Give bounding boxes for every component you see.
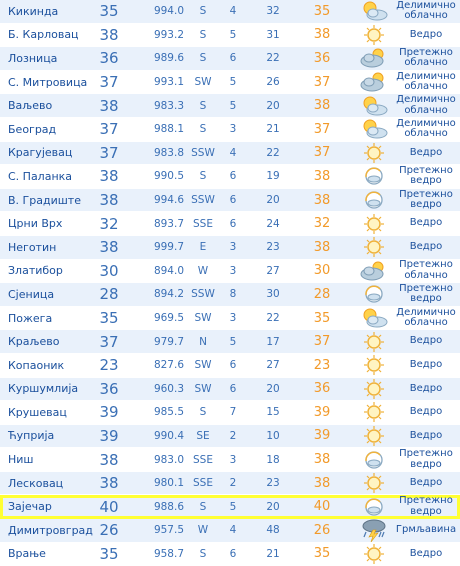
wind-direction: S: [199, 28, 207, 41]
pressure: 960.3: [153, 382, 184, 395]
wind-speed: 4: [229, 524, 237, 537]
wind-speed: 5: [229, 99, 237, 112]
sun-icon: [359, 472, 389, 495]
wind-speed: 2: [229, 429, 237, 442]
humidity: 27: [266, 264, 280, 277]
feels-like: 38: [313, 192, 331, 208]
pressure: 980.1: [153, 477, 184, 490]
humidity: 10: [266, 429, 280, 442]
weather-description: Ведро: [409, 547, 443, 559]
humidity: 20: [266, 382, 280, 395]
sun-cloud-icon: [359, 307, 389, 330]
table-row: [0, 236, 460, 260]
feels-like: 38: [313, 239, 331, 255]
city-link[interactable]: Ћуприја: [8, 429, 55, 443]
wind-direction: W: [197, 524, 209, 537]
sun-cloud-icon: [359, 118, 389, 141]
wind-speed: 8: [229, 288, 237, 301]
pressure: 983.8: [153, 146, 184, 159]
wind-direction: SW: [194, 312, 212, 325]
feels-like: 28: [313, 286, 331, 302]
weather-description: Ведро: [409, 358, 443, 370]
city-link[interactable]: Зајечар: [8, 500, 52, 514]
table-row: [0, 142, 460, 166]
wind-direction: N: [199, 335, 207, 348]
pressure: 993.1: [153, 76, 184, 89]
city-link[interactable]: Београд: [8, 122, 57, 136]
sun-icon: [359, 142, 389, 165]
feels-like: 36: [313, 50, 331, 66]
city-link[interactable]: Крагујевац: [8, 146, 73, 160]
humidity: 26: [266, 76, 280, 89]
wind-speed: 4: [229, 146, 237, 159]
temperature: 39: [99, 403, 119, 422]
temperature: 23: [99, 356, 119, 375]
weather-description: Претежно облачно: [399, 46, 453, 69]
temperature: 38: [99, 167, 119, 186]
wind-direction: SW: [194, 76, 212, 89]
weather-description: Делимично облачно: [396, 70, 456, 93]
feels-like: 37: [313, 121, 331, 137]
humidity: 31: [266, 28, 280, 41]
pressure: 957.5: [153, 524, 184, 537]
wind-speed: 5: [229, 28, 237, 41]
table-row: [0, 71, 460, 95]
sun-icon: [359, 24, 389, 47]
city-link[interactable]: Б. Карловац: [8, 28, 79, 42]
humidity: 18: [266, 453, 280, 466]
weather-description: Грмљавина: [395, 524, 457, 536]
wind-speed: 6: [229, 382, 237, 395]
temperature: 38: [99, 450, 119, 469]
wind-direction: SSW: [191, 288, 215, 301]
table-row: [0, 354, 460, 378]
wind-speed: 6: [229, 547, 237, 560]
weather-description: Претежно ведро: [399, 448, 453, 470]
wind-direction: SSW: [191, 146, 215, 159]
feels-like: 35: [313, 310, 331, 326]
city-link[interactable]: Крушевац: [8, 405, 67, 419]
feels-like: 36: [313, 381, 331, 397]
city-link[interactable]: Димитровград: [8, 523, 93, 537]
pressure: 990.4: [153, 429, 184, 442]
wind-direction: S: [199, 170, 207, 183]
city-link[interactable]: Куршумлија: [8, 382, 79, 396]
temperature: 38: [99, 25, 119, 44]
table-row: [0, 283, 460, 307]
pressure: 989.6: [153, 52, 184, 65]
sun-icon: [359, 543, 389, 566]
humidity: 22: [266, 52, 280, 65]
pressure: 983.0: [153, 453, 184, 466]
humidity: 21: [266, 547, 280, 560]
pressure: 958.7: [153, 547, 184, 560]
feels-like: 38: [313, 475, 331, 491]
weather-description: Ведро: [409, 429, 443, 441]
small-cloud-sun-icon: [359, 189, 389, 212]
pressure: 993.2: [153, 28, 184, 41]
feels-like: 37: [313, 145, 331, 161]
temperature: 38: [99, 96, 119, 115]
small-cloud-sun-icon: [359, 283, 389, 306]
wind-direction: E: [199, 241, 207, 254]
city-link[interactable]: С. Паланка: [8, 169, 73, 183]
temperature: 38: [99, 191, 119, 210]
city-link[interactable]: Црни Врх: [8, 217, 63, 231]
wind-speed: 4: [229, 5, 237, 18]
weather-description: Претежно ведро: [399, 282, 453, 305]
humidity: 32: [266, 5, 280, 18]
table-row: [0, 378, 460, 402]
feels-like: 37: [313, 334, 331, 350]
city-link[interactable]: В. Градиште: [8, 193, 81, 207]
weather-description: Претежно ведро: [399, 188, 453, 211]
weather-description: Ведро: [409, 382, 443, 394]
sun-icon: [359, 378, 389, 401]
humidity: 20: [266, 194, 280, 207]
wind-speed: 6: [229, 170, 237, 183]
wind-speed: 3: [229, 264, 237, 277]
weather-description: Претежно ведро: [399, 164, 453, 187]
city-link[interactable]: Врање: [8, 547, 46, 561]
cloudy-sun-icon: [359, 260, 389, 283]
wind-direction: S: [199, 547, 207, 560]
city-link[interactable]: С. Митровица: [8, 75, 88, 89]
wind-direction: SW: [194, 359, 212, 372]
table-row: [0, 260, 460, 284]
table-row: [0, 118, 460, 142]
wind-direction: S: [199, 5, 207, 18]
feels-like: 38: [313, 168, 331, 184]
temperature: 26: [99, 521, 119, 540]
wind-direction: SW: [194, 382, 212, 395]
pressure: 983.3: [153, 99, 184, 112]
weather-description: Претежно облачно: [399, 259, 453, 281]
temperature: 32: [99, 214, 119, 233]
table-row: [0, 47, 460, 71]
pressure: 893.7: [153, 217, 184, 230]
feels-like: 30: [313, 263, 331, 279]
wind-direction: S: [199, 406, 207, 419]
temperature: 35: [99, 544, 119, 563]
table-row: [0, 307, 460, 331]
weather-description: Делимично облачно: [396, 94, 456, 116]
pressure: 999.7: [153, 241, 184, 254]
humidity: 27: [266, 359, 280, 372]
wind-direction: SSE: [193, 477, 213, 490]
feels-like: 39: [313, 428, 331, 444]
humidity: 23: [266, 477, 280, 490]
pressure: 979.7: [153, 335, 184, 348]
city-link[interactable]: Ниш: [8, 453, 34, 467]
humidity: 30: [266, 288, 280, 301]
table-row: [0, 472, 460, 496]
table-row: [0, 330, 460, 354]
sun-cloud-icon: [359, 94, 389, 117]
humidity: 22: [266, 146, 280, 159]
sun-cloud-icon: [359, 0, 389, 23]
pressure: 969.5: [153, 312, 184, 325]
humidity: 17: [266, 335, 280, 348]
wind-speed: 3: [229, 241, 237, 254]
wind-direction: SSE: [193, 453, 213, 466]
temperature: 35: [99, 309, 119, 328]
weather-description: Делимично облачно: [396, 117, 456, 140]
wind-direction: S: [199, 500, 207, 513]
humidity: 15: [266, 406, 280, 419]
wind-direction: S: [199, 123, 207, 136]
wind-direction: SE: [196, 429, 210, 442]
weather-description: Ведро: [409, 146, 443, 158]
pressure: 988.1: [153, 123, 184, 136]
thunderstorm-icon: [359, 519, 389, 542]
pressure: 827.6: [153, 359, 184, 372]
wind-speed: 5: [229, 335, 237, 348]
table-row: [0, 94, 460, 118]
temperature: 37: [99, 332, 119, 351]
wind-speed: 3: [229, 453, 237, 466]
weather-description: Ведро: [409, 217, 443, 229]
temperature: 36: [99, 49, 119, 68]
humidity: 23: [266, 241, 280, 254]
table-row: [0, 448, 460, 472]
humidity: 20: [266, 99, 280, 112]
humidity: 22: [266, 312, 280, 325]
table-row: [0, 401, 460, 425]
wind-direction: SSW: [191, 194, 215, 207]
wind-direction: W: [197, 264, 209, 277]
humidity: 24: [266, 217, 280, 230]
pressure: 894.2: [153, 288, 184, 301]
weather-description: Ведро: [409, 476, 443, 488]
humidity: 48: [266, 524, 280, 537]
table-row: [0, 519, 460, 543]
temperature: 37: [99, 120, 119, 139]
wind-speed: 6: [229, 52, 237, 65]
wind-direction: S: [199, 52, 207, 65]
feels-like: 23: [313, 357, 331, 373]
wind-speed: 6: [229, 194, 237, 207]
wind-speed: 3: [229, 123, 237, 136]
small-cloud-sun-icon: [359, 165, 389, 188]
feels-like: 38: [313, 452, 331, 468]
feels-like: 39: [313, 404, 331, 420]
small-cloud-sun-icon: [359, 495, 389, 518]
temperature: 37: [99, 73, 119, 92]
sun-icon: [359, 330, 389, 353]
temperature: 38: [99, 238, 119, 257]
table-row: [0, 0, 460, 24]
pressure: 894.0: [153, 264, 184, 277]
city-link[interactable]: Пожега: [8, 311, 53, 325]
wind-speed: 2: [229, 477, 237, 490]
small-cloud-sun-icon: [359, 448, 389, 471]
wind-speed: 7: [229, 406, 237, 419]
wind-speed: 6: [229, 359, 237, 372]
city-link[interactable]: Сјеница: [8, 287, 55, 301]
wind-direction: SSE: [193, 217, 213, 230]
weather-description: Делимично облачно: [396, 0, 456, 22]
wind-speed: 6: [229, 217, 237, 230]
sun-icon: [359, 354, 389, 377]
sun-icon: [359, 401, 389, 424]
table-row: [0, 189, 460, 213]
pressure: 985.5: [153, 406, 184, 419]
city-link[interactable]: Златибор: [8, 264, 63, 278]
humidity: 20: [266, 500, 280, 513]
humidity: 19: [266, 170, 280, 183]
weather-description: Ведро: [409, 406, 443, 418]
table-row: [0, 212, 460, 236]
sun-icon: [359, 236, 389, 259]
feels-like: 37: [313, 74, 331, 90]
temperature: 40: [99, 497, 119, 516]
temperature: 36: [99, 379, 119, 398]
wind-speed: 5: [229, 76, 237, 89]
wind-speed: 5: [229, 500, 237, 513]
city-link[interactable]: Ваљево: [8, 99, 53, 113]
pressure: 990.5: [153, 170, 184, 183]
weather-description: Ведро: [409, 335, 443, 347]
pressure: 994.6: [153, 194, 184, 207]
temperature: 28: [99, 285, 119, 304]
weather-description: Ведро: [409, 28, 443, 40]
city-link[interactable]: Краљево: [8, 335, 60, 349]
cloudy-sun-icon: [359, 71, 389, 94]
table-row: [0, 495, 460, 519]
weather-description: Делимично облачно: [396, 306, 456, 329]
temperature: 35: [99, 2, 119, 21]
sun-icon: [359, 425, 389, 448]
sun-icon: [359, 212, 389, 235]
table-row: [0, 543, 460, 566]
feels-like: 35: [313, 546, 331, 562]
feels-like: 32: [313, 216, 331, 232]
feels-like: 40: [313, 499, 331, 515]
temperature: 30: [99, 261, 119, 280]
weather-description: Претежно ведро: [399, 495, 453, 517]
feels-like: 38: [313, 27, 331, 43]
city-link[interactable]: Лесковац: [8, 476, 64, 490]
temperature: 37: [99, 143, 119, 162]
temperature: 39: [99, 426, 119, 445]
table-row: [0, 24, 460, 48]
city-link[interactable]: Лозница: [8, 51, 58, 65]
city-link[interactable]: Неготин: [8, 240, 57, 254]
wind-direction: S: [199, 99, 207, 112]
pressure: 994.0: [153, 5, 184, 18]
city-link[interactable]: Кикинда: [8, 4, 59, 18]
humidity: 21: [266, 123, 280, 136]
feels-like: 26: [313, 522, 331, 538]
table-row: [0, 165, 460, 189]
weather-description: Ведро: [409, 240, 443, 252]
city-link[interactable]: Копаоник: [8, 358, 65, 372]
feels-like: 38: [313, 98, 331, 114]
wind-speed: 3: [229, 312, 237, 325]
temperature: 38: [99, 474, 119, 493]
table-row: [0, 425, 460, 449]
cloudy-sun-icon: [359, 47, 389, 70]
feels-like: 35: [313, 3, 331, 19]
pressure: 988.6: [153, 500, 184, 513]
